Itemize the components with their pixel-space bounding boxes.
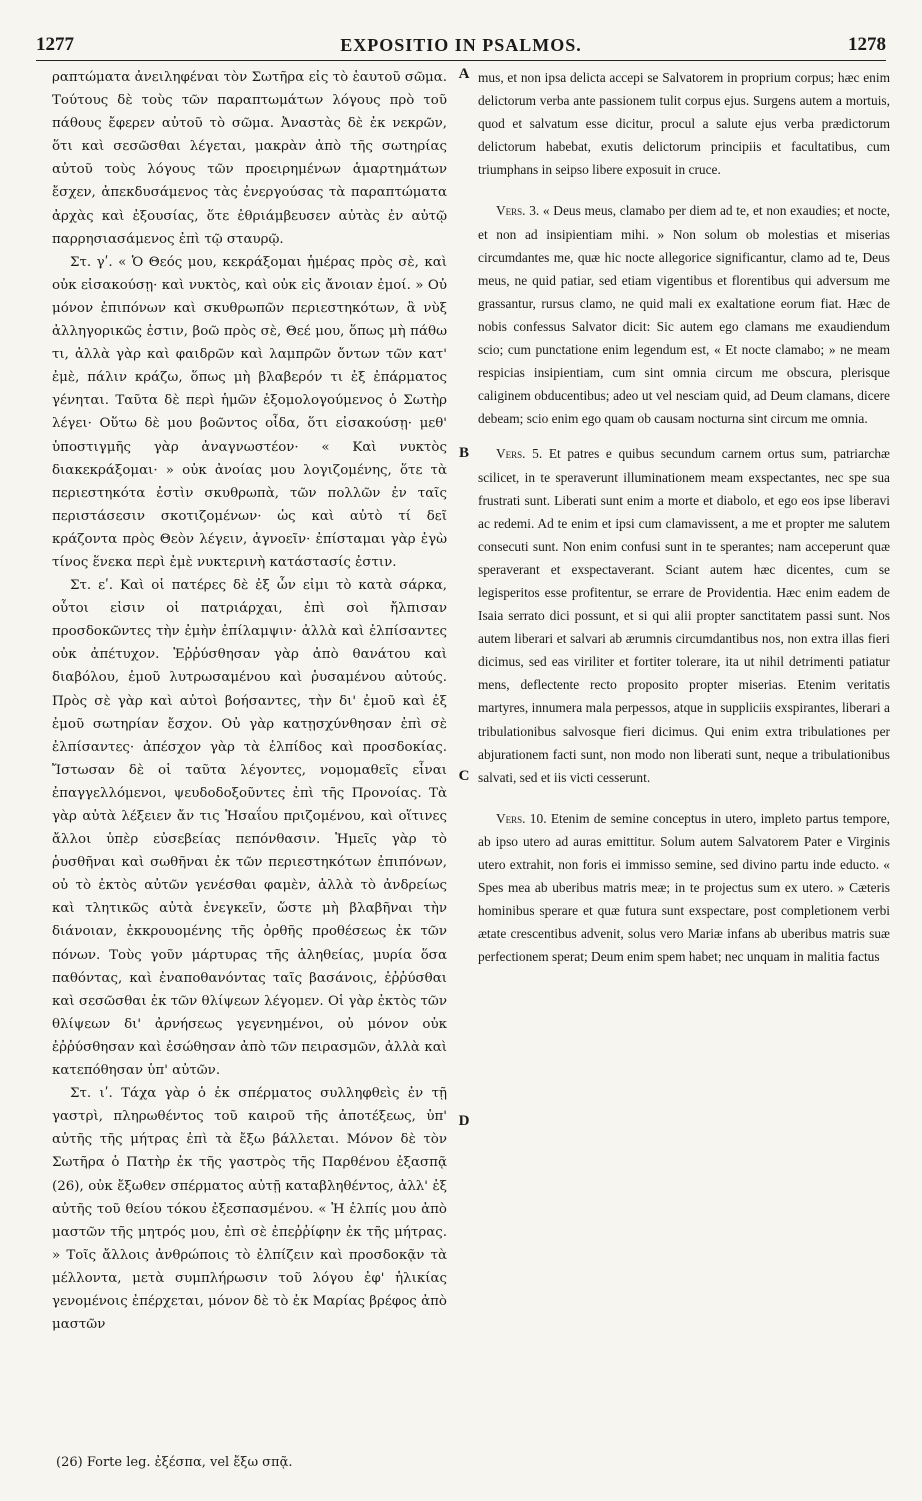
greek-paragraph-verse-5: Στ. εʹ. Καὶ οἱ πατέρες δὲ ἐξ ὧν εἰμι τὸ κατὰ σάρκα, οὗτοι εἰσιν οἱ πατριάρχαι, ἐπὶ σοὶ ἤλπισαν προσδοκῶντες τὴν ἐμὴν ἐπίλαμψιν· ἀλλὰ καὶ ἐλπίσαντες οὐκ ἀπέτυχον. Ἐῤῥύσθησαν γὰρ ἀπὸ θανάτου καὶ διαβόλου, ἐμοῦ λυτρωσαμένου καὶ ῥυσαμένου αὐτούς. Πρὸς σὲ γὰρ καὶ αὐτοὶ βοήσαντες, τὴν δι' ἐμοῦ καὶ ἐξ ἐμοῦ σωτηρίαν ἔσχον. Οὐ γὰρ κατῃσχύνθησαν ἐπὶ σὲ ἐλπίσαντες· ἀπέσχον γὰρ τὰ ἐλπίδος καὶ προσδοκίας. Ἴστωσαν δὲ οἱ ταῦτα λέγοντες, νομομαθεῖς εἶναι ἐπαγγελλόμενοι, ψευδοδοξοῦντες ἐπὶ τῆς Προνοίας. Τὰ γὰρ αὐτὰ λέξειεν ἄν τις Ἡσαΐου πριζομένου, καὶ οἵτινες ἄλλοι ὑπὲρ εὐσεβείας πεπόνθασιν. Ἡμεῖς γὰρ τὸ ῥυσθῆναι καὶ σωθῆναι ἐκ τῶν περιεστηκότων ἐπιπόνων, οὐ τὸ ἐκτὸς αὐτῶν γενέσθαι φαμὲν, ἀλλὰ τὸ ἀνδρείως καὶ τλητικῶς αὐτὰ ἐνεγκεῖν, ὥστε μὴ βλαβῆναι τὴν διάνοιαν, ἐκκρουομένης τῆς ὀρθῆς προθέσεως ἐκ τῶν πόνων. Τοὺς γοῦν μάρτυρας τῆς ἀληθείας, μυρία ὅσα παθόντας, καὶ ἐναποθανόντας ταῖς βασάνοις, ἐῤῥύσθαι καὶ σεσῶσθαι ἐκ τῶν θλίψεων λέγομεν. Οἱ γὰρ ἐκτὸς τῶν θλίψεων δι' ἀρνήσεως γεγενημένοι, οὐ μόνον οὐκ ἐῤῥύσθησαν καὶ ἐσώθησαν ἀπὸ τῶν πειρασμῶν, ἀλλὰ καὶ κατεπόθησαν ὑπ' αὐτῶν. (52, 578, 447, 1079)
margin-marker-c: C (458, 768, 470, 784)
latin-paragraph-verse-5 (478, 442, 890, 788)
margin-marker-d: D (458, 1113, 470, 1129)
greek-paragraph-verse-3: Στ. γʹ. « Ὁ Θεός μου, κεκράξομαι ἡμέρας πρὸς σὲ, καὶ οὐκ εἰσακούσῃ· καὶ νυκτὸς, καὶ οὐκ εἰς ἄνοιαν ἐμοί. » Οὐ μόνον ἐπιπόνων καὶ σκυθρωπῶν περιεστηκότων, ἃ νὺξ ἀλληγορικῶς ἐστιν, βοῶ πρὸς σὲ, Θεέ μου, ὅπως μὴ πάθω τι, ἀλλὰ γὰρ καὶ φαιδρῶν καὶ λαμπρῶν ὄντων τῶν κατ' ἐμὲ, πάλιν κράζω, ὅπως μὴ βλαβερόν τι ἐξ ἐπάρματος γένηται. Ταῦτα δὲ περὶ ἡμῶν ἐξομολογούμενος ὁ Σωτὴρ λέγει· Οὕτω δὲ μου βοῶντος οἶδα, ὅτι εἰσακούσῃ· μεθ' ὑποστιγμῆς γὰρ ἀναγνωστέον· « Καὶ νυκτὸς διακεκράξομαι· » οὐκ ἀνοίας μου λογιζομένης, ὅτε τὰ περιεστηκότα ἐστὶν σκυθρωπὰ, τῶν πολλῶν ἐν ταῖς περιστάσεσιν σκοτιζομένων· ὡς καὶ αὐτὸ τί δεῖ κράζοντα πρὸς Θεὸν λέγειν, ἀγνοεῖν· ἐπίσταμαι γὰρ ἐγὼ τίνος ἕνεκα περὶ ἐμὲ νυκτερινὴ κατάστασίς ἐστιν. (52, 254, 447, 570)
latin-column (478, 66, 890, 968)
latin-paragraph-1: mus, et non ipsa delicta accepi se Salvatorem in proprium corpus; hæc enim delictorum verba ante passionem tulit corpus ejus. Surgens autem a mortuis, quod et salvatum esse dicitur, procul a salute ejus verba prædictorum delictorum habebat, exutis delictorum principiis et facultatibus, cum triumphans in seipso libere exposuit in cruce. (478, 70, 890, 178)
left-page-number: 1277 (36, 34, 74, 55)
margin-marker-b: B (458, 445, 469, 461)
greek-paragraph-1: ραπτώματα ἀνειληφέναι τὸν Σωτῆρα εἰς τὸ ἑαυτοῦ σῶμα. Τούτους δὲ τοὺς τῶν παραπτωμάτων λόγους πρὸ τοῦ πάθους ἔφερεν αὐτοῦ τὸ σῶμα. Ἀναστὰς δὲ ἐκ νεκρῶν, ὅτι καὶ σεσῶσθαι λέγεται, μακρὰν ἀπὸ τῆς σωτηρίας αὐτοῦ τοὺς λόγους τῶν προειρημένων ἁμαρτημάτων ἔσχεν, ἀπεκδυσάμενος τὰς ἐνεργούσας τὰ παραπτώματα ἀρχὰς καὶ ἐξουσίας, ὅτε ἐθριάμβευσεν αὐτὰς ἐν αὐτῷ παρρησιασάμενος ἐπὶ τῷ σταυρῷ. (52, 70, 447, 247)
verse-label: Vers. (496, 203, 526, 219)
verse-text: 5. Et patres e quibus secundum carnem ortus sum, patriarchæ scilicet, in te speraverunt illuminationem meam exspectantes, nec spe sua frustrati sunt. Liberati sunt enim a morte et diabolo, et ego eos ipse liberavi ac redemi. Ad te enim et ipsi cum clamavissent, a me et propter me salutem consecuti sunt. Non enim confusi sunt in te sperantes; nam acceperunt quæ speraverant et exspectaverant. Sciant autem hæc dicentes, cum se legisperitos esse profitentur, se errare de Providentia. Hæc enim eadem de Isaia serrato dici possunt, et si qui alii propter sanctitatem passi sunt. Nos autem liberari et salvari ab ærumnis circumdantibus nos, non extra illas fieri dicimus, sed eas viriliter et fortiter tolerare, ita ut nihil detrimenti patiatur mens, deflectente recto proposito propter miserias. Etenim veritatis martyres, innumera mala perpessos, atque in suppliciis exspirantes, liberari a tribulationibus salvosque fieri dicimus. Qui enim extra tribulationes per abjurationem facti sunt, non modo non liberati sunt, neque a tribulationibus salvati, sed et iis victi cesserunt. (478, 446, 890, 785)
running-title: EXPOSITIO IN PSALMOS. (340, 35, 582, 55)
verse-label: Vers. (496, 446, 526, 462)
verse-text: 3. « Deus meus, clamabo per diem ad te, et non exaudies; et nocte, et non ad insipientiam mihi. » Non solum ob molestias et miserias circumdantes me, quæ hic nocte allegorice significantur, clamo ad te, Deus meus, ne quid patiar, sed etiam vigentibus et florentibus qui adversum me grassantur, rursus clamo, ne quid mali ex exaltatione eorum fiat. Hæc de nobis confessus Salvator dicit: Sic autem ego clamans me exaudiendum scio; cum punctatione enim legendum est, « Et nocte clamabo; » ne meam respicias insipientiam, cum sint omnia circum me obscura, plerisque caliginem obducentibus; adeo ut vel nesciam quid, ad Deum clamans, dicere debeam; scio enim ego quam ob causam nocturna sint circum me omnia. (478, 203, 890, 427)
right-page-number: 1278 (848, 34, 886, 55)
footnote: (26) Forte leg. ἐξέσπα, vel ἔξω σπᾷ. (56, 1455, 293, 1470)
verse-label: Vers. (496, 810, 526, 826)
latin-paragraph-verse-10 (478, 807, 890, 969)
latin-paragraph-verse-3 (478, 199, 890, 430)
greek-paragraph-verse-10: Στ. ιʹ. Τάχα γὰρ ὁ ἐκ σπέρματος συλληφθεὶς ἐν τῇ γαστρὶ, πληρωθέντος τοῦ καιροῦ τῆς ἀποτέξεως, ὑπ' αὐτῆς τῆς μήτρας ἐπὶ τὰ ἔξω βάλλεται. Μόνον δὲ τὸν Σωτῆρα ὁ Πατὴρ ἐκ τῆς γαστρὸς τῆς Παρθένου ἐξασπᾷ (26), οὐκ ἔξωθεν σπέρματος αὐτῇ καταβληθέντος, ἀλλ' ἐξ αὐτῆς τοῦ θείου τόκου ἐξεσπασμένου. « Ἡ ἐλπίς μου ἀπὸ μαστῶν τῆς μητρός μου, ἐπὶ σὲ ἐπεῤῥίφην ἐκ τῆς μήτρας. » Τοῖς ἄλλοις ἀνθρώποις τὸ ἐλπίζειν καὶ προσδοκᾷν τὰ μέλλοντα, μετὰ συμπλήρωσιν τοῦ λόγου ἐφ' ἡλικίας γενομένοις ἐπέρχεται, μόνον δὲ τὸ ἐκ Μαρίας βρέφος ἀπὸ μαστῶν (52, 1086, 447, 1333)
margin-marker-a: A (458, 66, 470, 82)
verse-text: 10. Etenim de semine conceptus in utero, impleto partus tempore, ab ipso utero ad auras emittitur. Solum autem Salvatorem Pater e Virginis utero extrahit, non foris ei immisso semine, sed divino partu inde educto. « Spes mea ab uberibus matris meæ; in te projectus sum ex utero. » Cæteris hominibus sperare et quæ futura sunt exspectare, post completionem verbi ætate crescentibus advenit, solus vero Mariæ infans ab uberibus matris suæ perfectionem sperat; Deum enim spem habet; nec unquam in malitia factus (478, 810, 890, 965)
running-header (36, 32, 886, 61)
greek-column (52, 66, 447, 1336)
